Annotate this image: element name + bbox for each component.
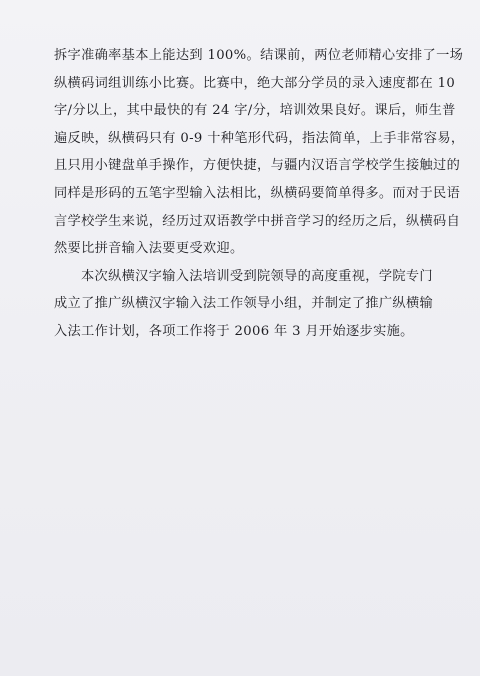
paragraph-1 (54, 42, 465, 263)
text-line: 拆字准确率基本上能达到 100%。结课前，两位老师精心安排了一场 (54, 48, 464, 63)
text-line: 入法工作计划，各项工作将于 2006 年 3 月开始逐步实施。 (54, 323, 414, 339)
document-body (54, 42, 465, 346)
text-line: 纵横码词组训练小比赛。比赛中，绝大部分学员的录入速度都在 10 (54, 75, 456, 91)
text-line: 遍反映，纵横码只有 0-9 十种笔形代码，指法简单，上手非常容易， (54, 130, 465, 146)
text-line: 然要比拼音输入法要更受欢迎。 (54, 241, 244, 257)
text-line: 同样是形码的五笔字型输入法相比，纵横码要简单得多。而对于民语 (54, 185, 461, 201)
text-line: 言学校学生来说，经历过双语教学中拼音学习的经历之后，纵横码自 (54, 213, 461, 229)
text-line: 且只用小键盘单手操作，方便快捷，与疆内汉语言学校学生接触过的 (54, 158, 461, 174)
bleed-through-texture (50, 318, 440, 676)
text-line: 本次纵横汉字输入法培训受到院领导的高度重视，学院专门 (81, 268, 433, 284)
text-line: 字/分以上，其中最快的有 24 字/分，培训效果良好。课后，师生普 (54, 103, 456, 119)
text-line: 成立了推广纵横汉字输入法工作领导小组，并制定了推广纵横输 (54, 296, 434, 312)
paragraph-2 (54, 263, 440, 346)
